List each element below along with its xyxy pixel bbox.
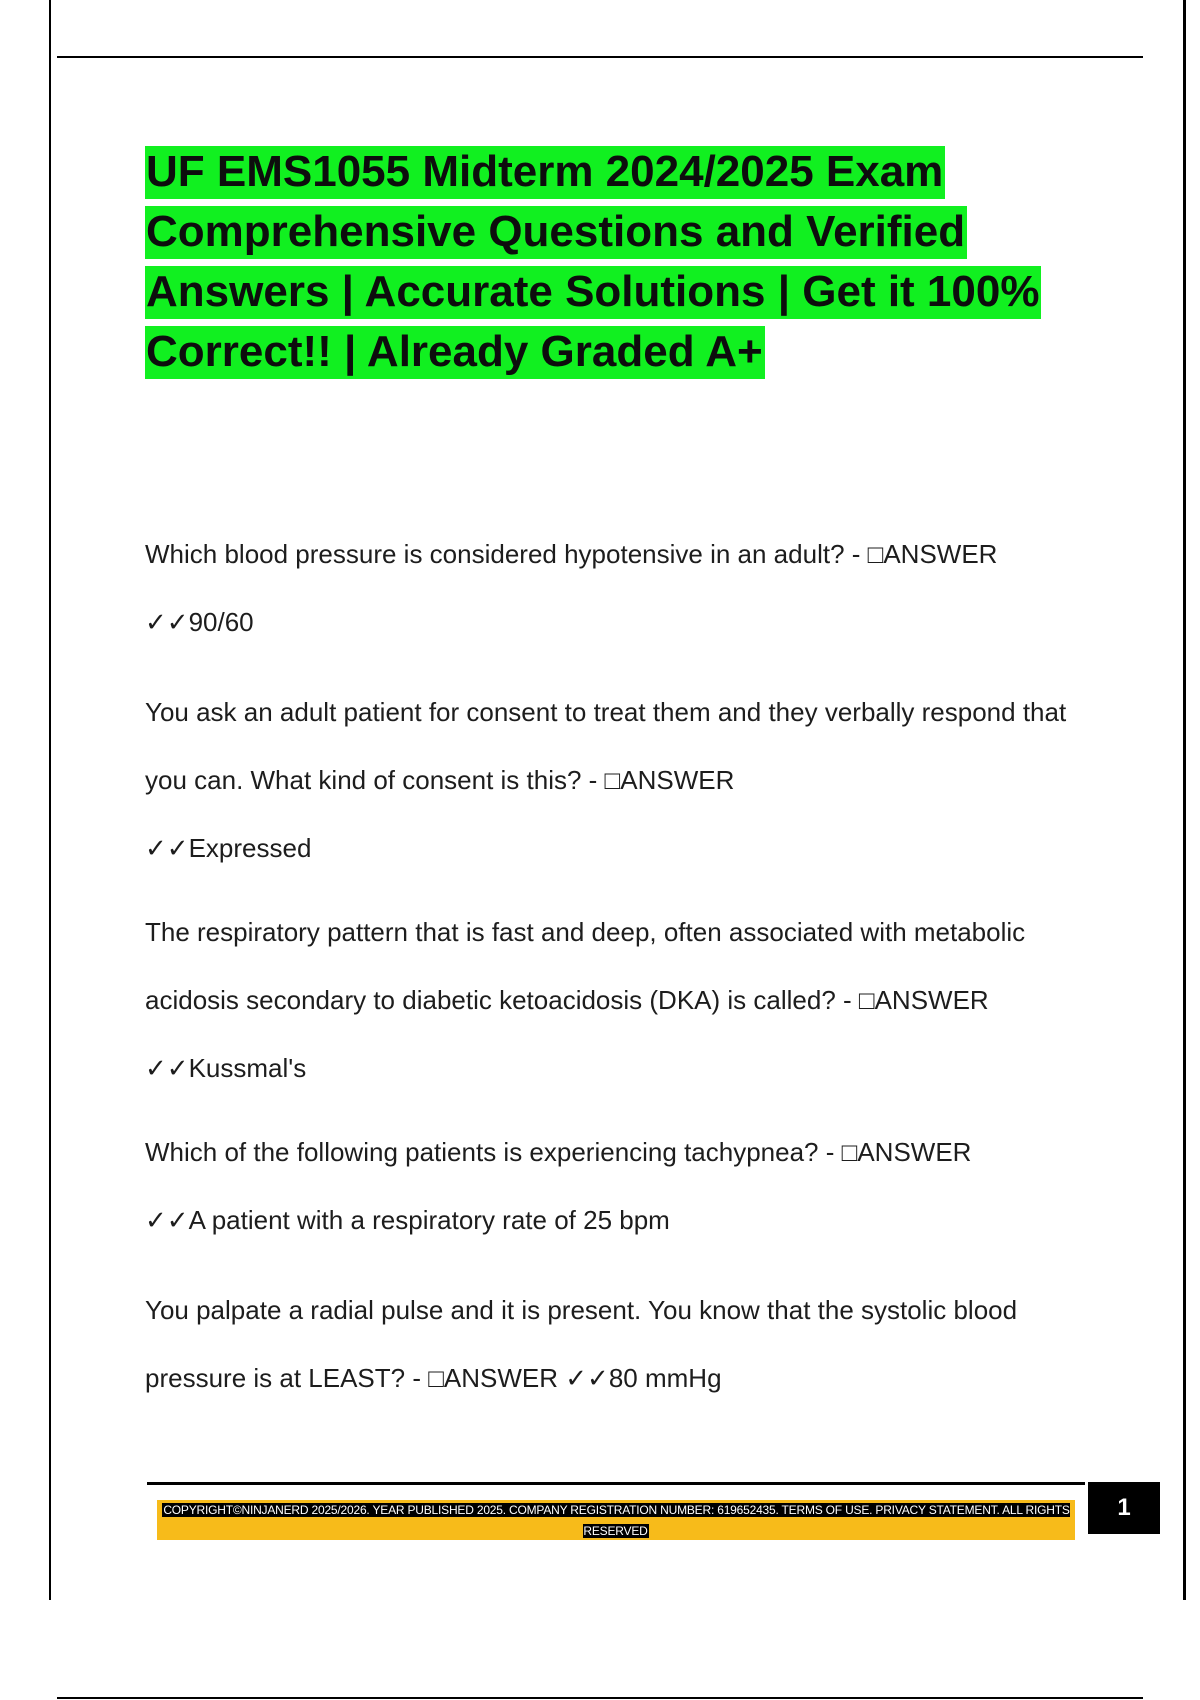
- document-title: [145, 142, 1105, 382]
- footer-copyright: [157, 1500, 1075, 1542]
- qa-question-4: Which of the following patients is experiencing tachypnea? - □ANSWER: [145, 1137, 972, 1167]
- page-border-right: [1183, 0, 1186, 1600]
- qa-answer-1: ✓✓90/60: [145, 607, 254, 637]
- qa-answer-4: ✓✓A patient with a respiratory rate of 25 bpm: [145, 1205, 670, 1235]
- document-title-text: UF EMS1055 Midterm 2024/2025 Exam Comprehensive Questions and Verified Answers | Accurate Solutions | Get it 100% Correct!! | Already Graded A+: [145, 146, 1041, 379]
- header-rule: [57, 56, 1143, 58]
- footer-copyright-text: COPYRIGHT©NINJANERD 2025/2026. YEAR PUBLISHED 2025. COMPANY REGISTRATION NUMBER: 619652435. TERMS OF USE. PRIVACY STATEMENT. ALL RIGHTS RESERVED: [163, 1503, 1070, 1538]
- page-border-left: [49, 0, 51, 1600]
- page-number: 1: [1088, 1482, 1160, 1534]
- qa-question-2: You ask an adult patient for consent to treat them and they verbally respond that you can. What kind of consent is this? - □ANSWER: [145, 697, 1067, 795]
- bottom-rule: [57, 1697, 1143, 1699]
- qa-item-3: [145, 898, 1095, 1102]
- qa-question-1: Which blood pressure is considered hypotensive in an adult? - □ANSWER: [145, 539, 998, 569]
- qa-item-4: [145, 1118, 1095, 1254]
- qa-item-2: [145, 678, 1095, 882]
- qa-question-5: You palpate a radial pulse and it is present. You know that the systolic blood pressure is at LEAST? - □ANSWER ✓✓80 mmHg: [145, 1295, 1018, 1393]
- qa-question-3: The respiratory pattern that is fast and deep, often associated with metabolic acidosis secondary to diabetic ketoacidosis (DKA) is called? - □ANSWER ✓✓Kussmal's: [145, 917, 1026, 1083]
- footer-rule: [147, 1482, 1085, 1485]
- qa-item-5: [145, 1276, 1095, 1412]
- qa-answer-2: ✓✓Expressed: [145, 833, 312, 863]
- qa-item-1: [145, 520, 1095, 656]
